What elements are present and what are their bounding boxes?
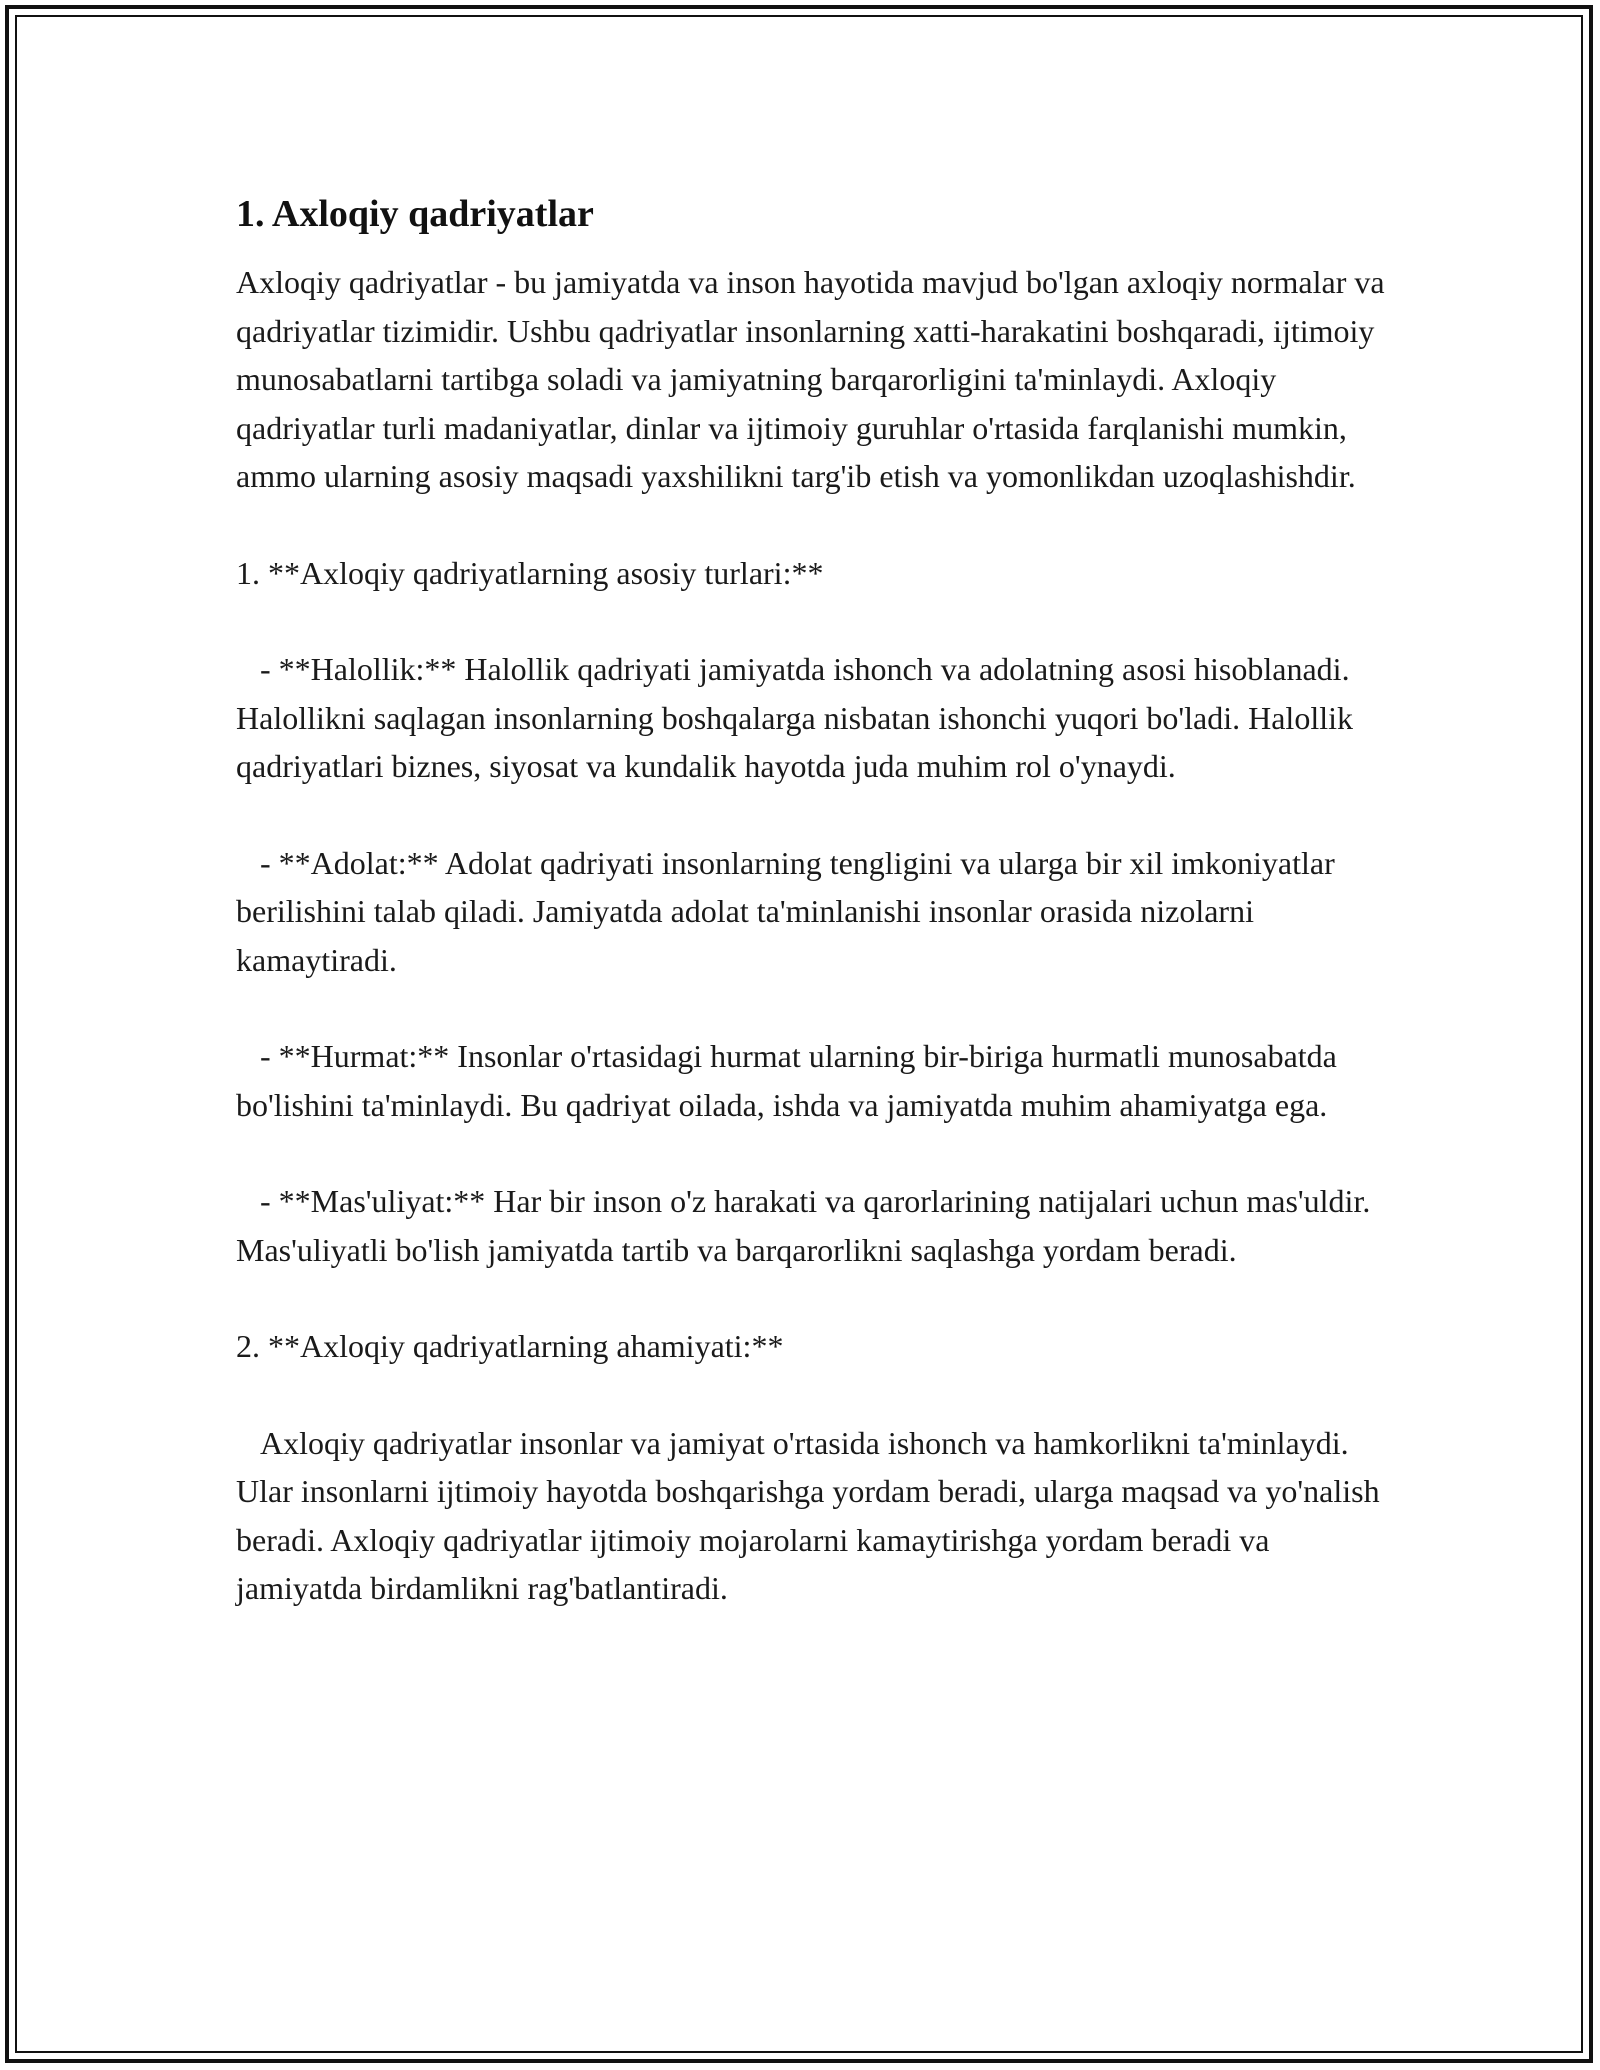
list-item-hurmat: - **Hurmat:** Insonlar o'rtasidagi hurmat ularning bir-biriga hurmatli munosabatda bo'lishini ta'minlaydi. Bu qadriyat oilada, ishda va jamiyatda muhim ahamiyatga ega. [236,1038,1345,1123]
document-body [236,190,1393,1613]
list-item-masuliyat: - **Mas'uliyat:** Har bir inson o'z harakati va qarorlarining natijalari uchun mas'uldir. Mas'uliyatli bo'lish jamiyatda tartib va barqarorlikni saqlashga yordam beradi. [236,1183,1379,1268]
list-item-adolat: - **Adolat:** Adolat qadriyati insonlarning tengligini va ularga bir xil imkoniyatlar berilishini talab qiladi. Jamiyatda adolat ta'minlanishi insonlar orasida nizolarni kamaytiradi. [236,844,1343,978]
list-item-halollik: - **Halollik:** Halollik qadriyati jamiyatda ishonch va adolatning asosi hisoblanadi. Halollikni saqlagan insonlarning boshqalarga nisbatan ishonchi yuqori bo'ladi. Halollik qadriyatlari biznes, siyosat va kundalik hayotda juda muhim rol o'ynaydi. [236,651,1361,784]
list-heading-types: 1. **Axloqiy qadriyatlarning asosiy turlari:** [236,554,824,591]
list-heading-importance: 2. **Axloqiy qadriyatlarning ahamiyati:** [236,1328,784,1364]
importance-paragraph: Axloqiy qadriyatlar insonlar va jamiyat o'rtasida ishonch va hamkorlikni ta'minlaydi. Ular insonlarni ijtimoiy hayotda boshqarishga yordam beradi, ularga maqsad va yo'nalish beradi. Axloqiy qadriyatlar ijtimoiy mojarolarni kamaytirishga yordam beradi va jamiyatda birdamlikni rag'batlantiradi. [236,1424,1388,1606]
intro-paragraph: Axloqiy qadriyatlar - bu jamiyatda va inson hayotida mavjud bo'lgan axloqiy normalar va qadriyatlar tizimidir. Ushbu qadriyatlar insonlarning xatti-harakatini boshqaradi, ijtimoiy munosabatlarni tartibga soladi va jamiyatning barqarorligini ta'minlaydi. Axloqiy qadriyatlar turli madaniyatlar, dinlar va ijtimoiy guruhlar o'rtasida farqlanishi mumkin, ammo ularning asosiy maqsadi yaxshilikni targ'ib etish va yomonlikdan uzoqlashishdir. [236,264,1393,494]
section-heading: 1. Axloqiy qadriyatlar [236,193,594,235]
